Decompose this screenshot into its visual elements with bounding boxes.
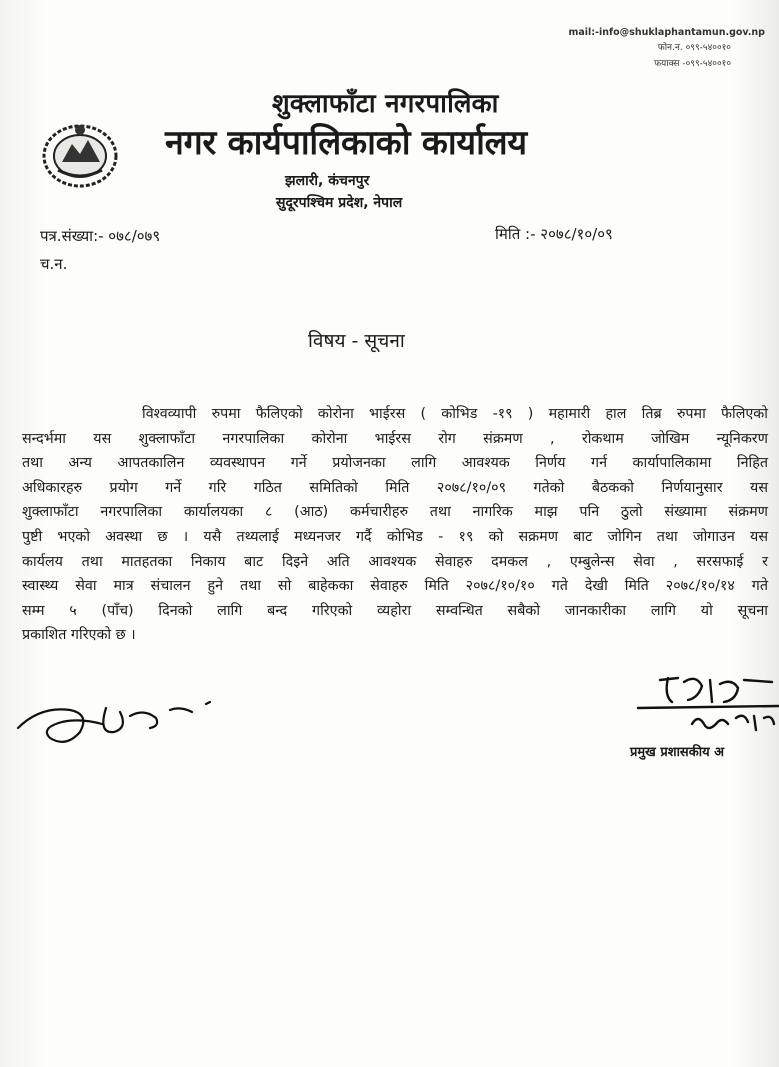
email-text: mail:-info@shuklaphantamun.gov.np	[568, 27, 765, 38]
body-line: सम्म ५ (पाँच) दिनको लागि बन्द गरिएको व्यहोरा सम्वन्धित सबैको जानकारीका लागि यो सूचना	[22, 602, 768, 619]
fax-text: फयाक्स -०९९-५४००१०	[654, 59, 731, 69]
body-line: विश्वव्यापी रुपमा फैलिएको कोरोना भाईरस ( कोभिड -१९ ) महामारी हाल तिब्र रुपमा फैलिएको	[142, 406, 768, 422]
body-line: शुक्लाफाँटा नगरपालिका कार्यालयका ८ (आठ) कर्मचारीहरु तथा नागरिक माझ पनि ठुलो संख्यामा संक्रमण	[22, 504, 768, 521]
letter-date: मिति :- २०७८/१०/०९	[495, 225, 613, 243]
notice-body	[22, 402, 768, 648]
nepal-emblem-icon	[38, 118, 122, 190]
body-line: अधिकारहरु प्रयोग गर्ने गरि गठित समितिको मिति २०७८/१०/०९ गतेको बैठकको निर्णयानुसार यस	[22, 479, 768, 496]
body-line: प्रकाशित गरिएको छ ।	[22, 627, 136, 644]
body-line: सन्दर्भमा यस शुक्लाफाँटा नगरपालिका कोरोना भाईरस रोग संक्रमण , रोकथाम जोखिम न्यूनिकरण	[22, 430, 768, 447]
body-line: कार्यलय तथा मातहतका निकाय बाट दिइने अति आवश्यक सेवाहरु दमकल , एम्बुलेन्स सेवा , सरसफाई र	[22, 553, 768, 570]
body-line: तथा अन्य आपतकालिन व्यवस्थापन गर्ने प्रयोजनका लागि आवश्यक निर्णय गर्न कार्यापालिकामा निहित	[22, 455, 768, 472]
phone-text: फोन.न. ०९९-५४००१०	[657, 43, 731, 53]
address-line-1: झलारी, कंचनपुर	[285, 173, 370, 189]
address-line-2: सुदूरपश्चिम प्रदेश, नेपाल	[276, 195, 403, 211]
body-line: पुष्टी भएको अवस्था छ । यसै तथ्यलाई मध्यनजर गर्दै कोभिड - १९ को सक्रमण बाट जोगिन तथा जोगाउन यस	[22, 528, 768, 545]
reference-number: पत्र.संख्या:- ०७८/०७९	[40, 227, 161, 245]
office-title: नगर कार्यपालिकाको कार्यालय	[165, 123, 527, 163]
designation-text: प्रमुख प्रशासकीय अ	[630, 745, 725, 760]
body-line: स्वास्थ्य सेवा मात्र संचालन हुने तथा सो बाहेकका सेवाहरु मिति २०७८/१०/१० गते देखी मिति २०७८/१०/१४ गते	[22, 578, 768, 595]
handwritten-signature-right	[632, 672, 779, 744]
dispatch-number: च.न.	[40, 255, 68, 273]
subject-heading: विषय - सूचना	[308, 330, 405, 352]
handwritten-signature-left	[10, 688, 220, 758]
municipality-name: शुक्लाफाँटा नगरपालिका	[272, 89, 499, 119]
